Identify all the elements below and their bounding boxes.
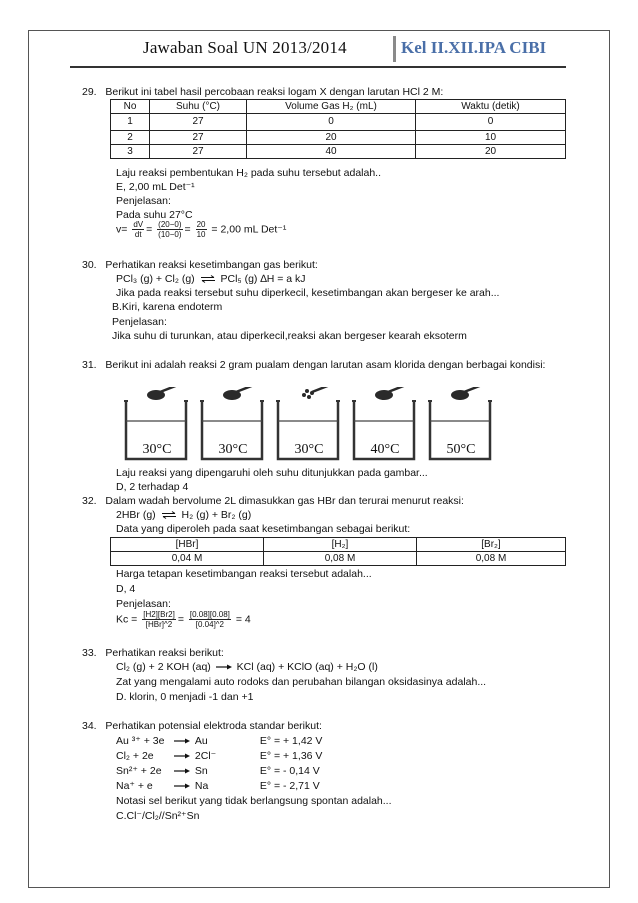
q33-answer: D. klorin, 0 menjadi -1 dan +1 bbox=[116, 691, 254, 703]
page-header bbox=[143, 36, 569, 66]
fraction bbox=[189, 610, 231, 629]
q31-question bbox=[82, 359, 545, 372]
table-row bbox=[111, 114, 566, 131]
q32-table bbox=[110, 537, 566, 566]
half-reaction-right: Au bbox=[194, 735, 208, 747]
fraction-numerator: 20 bbox=[196, 220, 206, 229]
q30-answer: B.Kiri, karena endoterm bbox=[112, 301, 223, 313]
q32-data-text: Data yang diperoleh pada saat kesetimbangan sebagai berikut: bbox=[116, 523, 411, 535]
q29-question bbox=[82, 86, 443, 99]
fraction bbox=[196, 220, 207, 239]
table-cell: 27 bbox=[150, 145, 247, 159]
q33-equation bbox=[116, 661, 378, 674]
q29-answer: E, 2,00 mL Det⁻¹ bbox=[116, 181, 195, 193]
q29-v-label: v= bbox=[116, 223, 128, 236]
q29-formula: v= $\frac{dV}{dt}$ = $\frac{(20-0)}{(10-0)}$ = $\frac{20}{10}$ = 2,00 mL Det⁻¹ bbox=[116, 220, 287, 239]
table-cell: 27 bbox=[150, 114, 247, 131]
q33-eq-left: Cl₂ (g) + 2 KOH (aq) bbox=[116, 661, 211, 673]
q30-ask: Jika pada reaksi tersebut suhu diperkecil, kesetimbangan akan bergeser ke arah... bbox=[116, 287, 500, 299]
q32-answer: D, 4 bbox=[116, 583, 136, 595]
q32-number: 32. bbox=[82, 495, 97, 507]
fraction bbox=[132, 220, 144, 239]
q29-penjelasan: Penjelasan: bbox=[116, 195, 171, 207]
q29-number: 29. bbox=[82, 86, 97, 98]
table-row bbox=[111, 131, 566, 145]
q31-answer: D, 2 terhadap 4 bbox=[116, 481, 189, 493]
q33-question bbox=[82, 647, 224, 660]
equilibrium-arrow-icon bbox=[161, 511, 177, 519]
half-reaction-potential: E° = - 2,71 V bbox=[259, 780, 320, 792]
table-cell: 40 bbox=[247, 145, 416, 159]
table-cell: 0 bbox=[247, 114, 416, 131]
half-reaction-left: Au ³⁺ + 3e bbox=[116, 735, 165, 747]
fraction-denominator: (10−0) bbox=[158, 230, 182, 239]
q34-half-reaction-1 bbox=[116, 735, 322, 748]
q34-half-reaction-4 bbox=[116, 780, 320, 793]
table-cell: 0,08 M bbox=[264, 552, 417, 566]
q30-question-text: Perhatikan reaksi kesetimbangan gas berikut: bbox=[105, 259, 318, 271]
table-header-cell: [H₂] bbox=[264, 538, 417, 552]
table-row bbox=[111, 145, 566, 159]
q34-half-reaction-2 bbox=[116, 750, 322, 763]
reaction-arrow-icon bbox=[174, 782, 190, 790]
table-cell: 0,04 M bbox=[111, 552, 264, 566]
fraction-denominator: [0.04]^2 bbox=[195, 620, 224, 629]
table-header-row bbox=[111, 538, 566, 552]
equilibrium-arrow-icon bbox=[200, 275, 216, 283]
q33-ask: Zat yang mengalami auto rodoks dan perubahan bilangan oksidasinya adalah... bbox=[116, 676, 487, 688]
q34-question bbox=[82, 720, 322, 733]
table-cell: 20 bbox=[416, 145, 566, 159]
fraction-denominator: [HBr]^2 bbox=[145, 620, 173, 629]
table-header-cell: [HBr] bbox=[111, 538, 264, 552]
table-header-cell: Waktu (detik) bbox=[416, 100, 566, 114]
half-reaction-left: Cl₂ + 2e bbox=[116, 750, 154, 762]
half-reaction-potential: E° = - 0,14 V bbox=[259, 765, 320, 777]
fraction-numerator: (20−0) bbox=[158, 220, 182, 229]
table-cell: 20 bbox=[247, 131, 416, 145]
q30-explain: Jika suhu di turunkan, atau diperkecil,reaksi akan bergeser kearah eksoterm bbox=[112, 330, 467, 342]
header-separator bbox=[393, 36, 396, 62]
half-reaction-left: Sn²⁺ + 2e bbox=[116, 765, 162, 777]
q33-number: 33. bbox=[82, 647, 97, 659]
q32-eq-left: 2HBr (g) bbox=[116, 509, 156, 521]
reaction-arrow-icon bbox=[174, 752, 190, 760]
table-header-cell: No bbox=[111, 100, 150, 114]
q32-kc-label: Kc = bbox=[116, 613, 138, 626]
q29-question-text: Berikut ini tabel hasil percobaan reaksi logam X dengan larutan HCl 2 M: bbox=[105, 86, 444, 98]
beaker-1-label: 30°C bbox=[142, 442, 172, 457]
fraction-numerator: [H2][Br2] bbox=[143, 610, 175, 619]
q30-eq-right: PCl₅ (g) ∆H = a kJ bbox=[220, 273, 306, 285]
q34-answer: C.Cl⁻/Cl₂//Sn²⁺Sn bbox=[116, 810, 200, 822]
header-class-label: Kel II.XII.IPA CIBI bbox=[401, 38, 547, 57]
half-reaction-right: Sn bbox=[194, 765, 208, 777]
table-header-cell: Suhu (°C) bbox=[150, 100, 247, 114]
q34-question-text: Perhatikan potensial elektroda standar berikut: bbox=[105, 720, 322, 732]
q34-number: 34. bbox=[82, 720, 97, 732]
half-reaction-right: Na bbox=[194, 780, 209, 792]
reaction-arrow-icon bbox=[174, 737, 190, 745]
q34-half-reaction-3 bbox=[116, 765, 320, 778]
q32-penjelasan: Penjelasan: bbox=[116, 598, 171, 610]
fraction-denominator: dt bbox=[134, 230, 142, 239]
q32-ask: Harga tetapan kesetimbangan reaksi tersebut adalah... bbox=[116, 568, 372, 580]
beaker-4-label: 40°C bbox=[370, 442, 400, 457]
table-cell: 10 bbox=[416, 131, 566, 145]
fraction bbox=[157, 220, 182, 239]
beaker-3-label: 30°C bbox=[294, 442, 324, 457]
q30-question bbox=[82, 259, 318, 272]
fraction-numerator: dV bbox=[133, 220, 144, 229]
q29-result: = 2,00 mL Det⁻¹ bbox=[211, 223, 287, 236]
header-title: Jawaban Soal UN 2013/2014 bbox=[143, 38, 347, 57]
half-reaction-potential: E° = + 1,36 V bbox=[259, 750, 323, 762]
q30-penjelasan: Penjelasan: bbox=[112, 316, 167, 328]
header-rule bbox=[70, 66, 566, 68]
half-reaction-left: Na⁺ + e bbox=[116, 780, 153, 792]
table-cell: 1 bbox=[111, 114, 150, 131]
q30-equation bbox=[116, 273, 306, 286]
fraction-denominator: 10 bbox=[196, 230, 206, 239]
table-cell: 0 bbox=[416, 114, 566, 131]
reaction-arrow-icon bbox=[216, 663, 232, 671]
beaker-2-label: 30°C bbox=[218, 442, 248, 457]
q29-table bbox=[110, 99, 566, 159]
q32-question-text: Dalam wadah bervolume 2L dimasukkan gas HBr dan terurai menurut reaksi: bbox=[105, 495, 464, 507]
table-header-cell: [Br₂] bbox=[417, 538, 566, 552]
q29-ask: Laju reaksi pembentukan H₂ pada suhu tersebut adalah.. bbox=[116, 167, 382, 179]
beaker-5-label: 50°C bbox=[446, 442, 476, 457]
q32-eq-right: H₂ (g) + Br₂ (g) bbox=[181, 509, 252, 521]
q33-question-text: Perhatikan reaksi berikut: bbox=[105, 647, 224, 659]
table-cell: 0,08 M bbox=[417, 552, 566, 566]
q33-eq-right: KCl (aq) + KClO (aq) + H₂O (l) bbox=[236, 661, 378, 673]
reaction-arrow-icon bbox=[174, 767, 190, 775]
table-header-row bbox=[111, 100, 566, 114]
q32-result: = 4 bbox=[235, 613, 251, 626]
q30-eq-left: PCl₃ (g) + Cl₂ (g) bbox=[116, 273, 195, 285]
half-reaction-right: 2Cl⁻ bbox=[194, 750, 217, 762]
q30-number: 30. bbox=[82, 259, 97, 271]
half-reaction-potential: E° = + 1,42 V bbox=[259, 735, 323, 747]
q31-ask: Laju reaksi yang dipengaruhi oleh suhu ditunjukkan pada gambar... bbox=[116, 467, 428, 479]
q29-pada-suhu: Pada suhu 27°C bbox=[116, 209, 193, 221]
fraction-numerator: [0.08][0.08] bbox=[189, 610, 230, 619]
table-cell: 27 bbox=[150, 131, 247, 145]
table-row bbox=[111, 552, 566, 566]
q31-question-text: Berikut ini adalah reaksi 2 gram pualam dengan larutan asam klorida dengan berbagai kondisi: bbox=[105, 359, 546, 371]
q34-ask: Notasi sel berikut yang tidak berlangsung spontan adalah... bbox=[116, 795, 392, 807]
table-cell: 2 bbox=[111, 131, 150, 145]
fraction bbox=[142, 610, 176, 629]
q31-number: 31. bbox=[82, 359, 97, 371]
q32-equation bbox=[116, 509, 251, 522]
q32-formula: Kc = $\frac{[H2][Br2]}{\text{[HBr]\textasciicircum{}2}}$ = $\frac{[0.08][0.08]}{[0.04]\^{}2}$ = 4 bbox=[116, 610, 251, 629]
q32-question bbox=[82, 495, 464, 508]
table-header-cell: Volume Gas H₂ (mL) bbox=[247, 100, 416, 114]
table-cell: 3 bbox=[111, 145, 150, 159]
